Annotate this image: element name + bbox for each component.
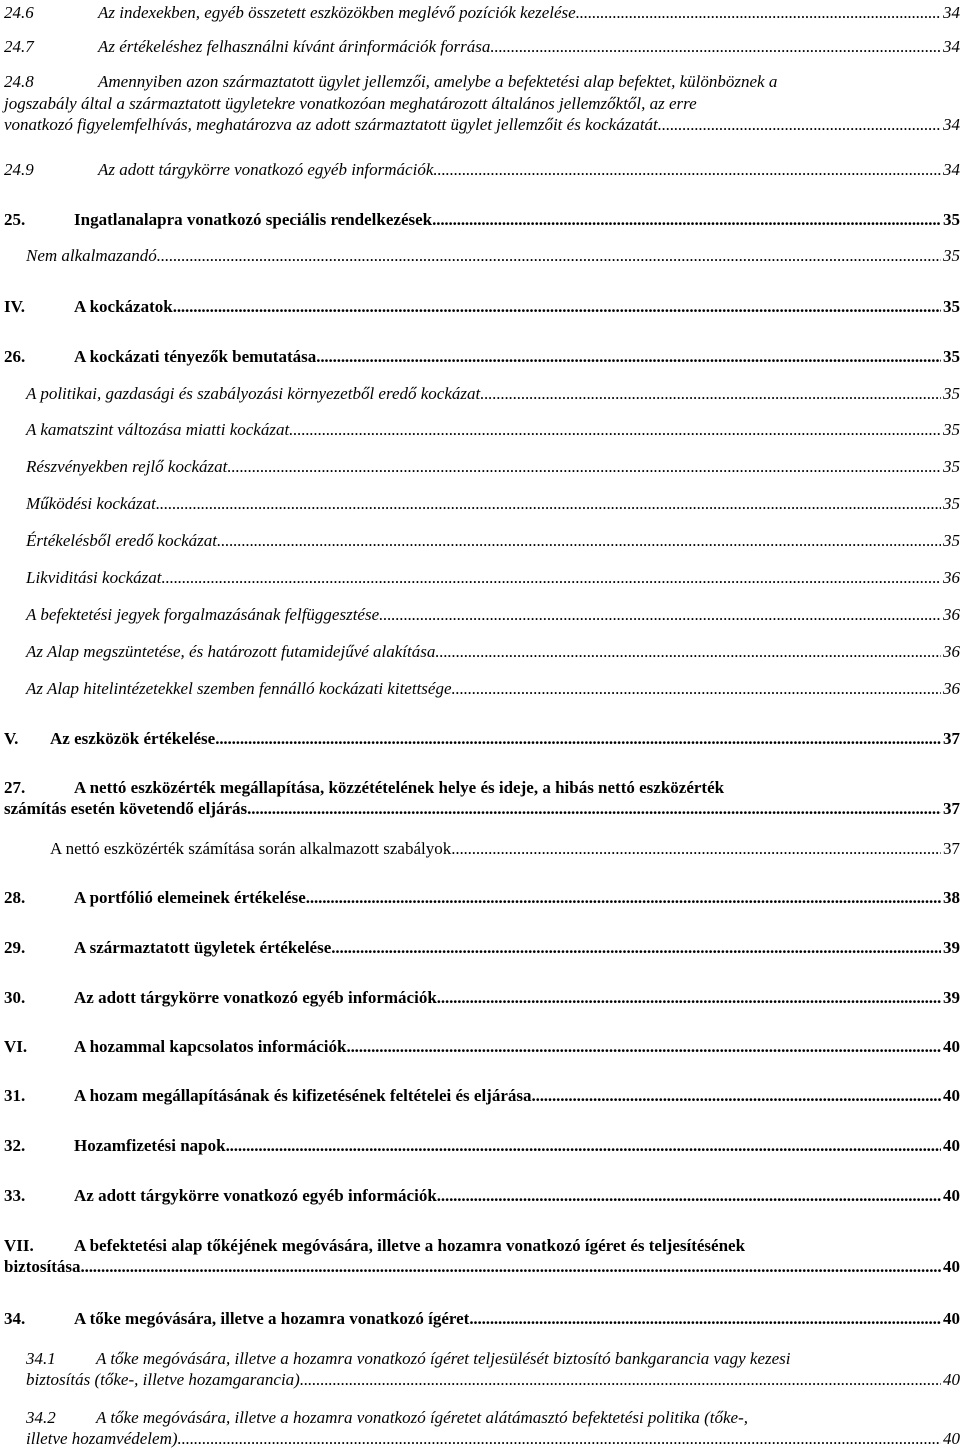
toc-entry-title-line: A nettó eszközérték megállapítása, közzétételének helye és ideje, a hibás nettó eszközérték [74, 778, 725, 797]
toc-entry-title: A politikai, gazdasági és szabályozási környezetből eredő kockázat [26, 384, 481, 403]
toc-entry[interactable] [0, 568, 960, 588]
leader-dots [346, 1037, 941, 1057]
toc-entry-page: 39 [943, 988, 960, 1007]
toc-entry[interactable] [0, 494, 960, 514]
toc-entry-page: 35 [943, 384, 960, 403]
leader-dots [217, 531, 941, 551]
leader-dots [452, 679, 942, 699]
toc-entry[interactable] [0, 420, 960, 440]
toc-entry-title: Az adott tárgykörre vonatkozó egyéb információk [74, 1186, 437, 1205]
toc-entry[interactable] [0, 938, 960, 958]
toc-entry-page: 34 [943, 160, 960, 179]
toc-entry-page: 40 [943, 1370, 960, 1389]
toc-entry-title: A kockázatok [74, 297, 173, 316]
toc-entry-title-line: illetve hozamvédelem) [26, 1429, 178, 1448]
toc-entry-title: Az indexekben, egyéb összetett eszközökben meglévő pozíciók kezelése [98, 3, 576, 22]
toc-entry-title-line: A befektetési alap tőkéjének megóvására, illetve a hozamra vonatkozó ígéret és teljesítésének [74, 1236, 746, 1255]
toc-entry-title: Hozamfizetési napok [74, 1136, 226, 1155]
leader-dots [469, 1309, 941, 1329]
leader-dots [435, 642, 941, 662]
leader-dots [451, 839, 941, 859]
toc-entry[interactable] [0, 1309, 960, 1329]
toc-entry-page: 35 [943, 457, 960, 476]
toc-entry-title: A származtatott ügyletek értékelése [74, 938, 332, 957]
toc-entry[interactable] [0, 3, 960, 23]
toc-entry-number: VII. [4, 1236, 34, 1255]
toc-entry-number: 24.9 [4, 160, 34, 179]
toc-entry-title-line: vonatkozó figyelemfelhívás, meghatározva az adott származtatott ügylet jellemzőit és kockázatát [4, 115, 658, 134]
leader-dots [490, 37, 941, 57]
toc-entry-title-line: A tőke megóvására, illetve a hozamra vonatkozó ígéretet alátámasztó befektetési politika (tőke-, [96, 1408, 748, 1427]
toc-entry-number: V. [4, 729, 19, 748]
leader-dots [81, 1257, 942, 1277]
toc-entry-page: 36 [943, 679, 960, 698]
toc-entry-title: A portfólió elemeinek értékelése [74, 888, 306, 907]
toc-entry[interactable] [0, 297, 960, 317]
toc-entry[interactable] [0, 384, 960, 404]
leader-dots [289, 420, 941, 440]
toc-entry[interactable] [0, 642, 960, 662]
toc-entry-number: 24.6 [4, 3, 34, 22]
toc-entry-page: 35 [943, 420, 960, 439]
toc-entry-page: 35 [943, 246, 960, 265]
toc-entry-title-line: jogszabály által a származtatott ügyletekre vonatkozóan meghatározott általános jellemzőktől, az erre [4, 94, 697, 113]
toc-entry-page: 40 [943, 1257, 960, 1276]
toc-entry-number: 31. [4, 1086, 26, 1105]
toc-entry-number: 30. [4, 988, 26, 1007]
toc-entry-page: 36 [943, 568, 960, 587]
toc-entry-page: 40 [943, 1429, 960, 1448]
toc-entry-number: IV. [4, 297, 25, 316]
toc-entry-page: 36 [943, 605, 960, 624]
toc-entry-number: 34.1 [26, 1349, 56, 1368]
toc-entry-title: Nem alkalmazandó [26, 246, 157, 265]
toc-entry[interactable] [0, 37, 960, 57]
toc-entry-page: 34 [943, 37, 960, 56]
toc-entry-title: Ingatlanalapra vonatkozó speciális rendelkezések [74, 210, 433, 229]
toc-entry[interactable] [0, 839, 960, 859]
leader-dots [658, 115, 941, 135]
toc-entry[interactable] [0, 71, 960, 135]
toc-entry-title: Értékelésből eredő kockázat [26, 531, 218, 550]
leader-dots [227, 457, 941, 477]
toc-entry-page: 35 [943, 297, 960, 316]
leader-dots [437, 988, 941, 1008]
leader-dots [576, 3, 941, 23]
toc-entry-number: VI. [4, 1037, 28, 1056]
toc-entry-title-line: biztosítása [4, 1257, 81, 1276]
toc-entry-page: 40 [943, 1136, 960, 1155]
toc-entry-page: 40 [943, 1037, 960, 1056]
toc-entry[interactable] [0, 1348, 960, 1390]
toc-entry-title: A kamatszint változása miatti kockázat [26, 420, 290, 439]
toc-entry[interactable] [0, 1086, 960, 1106]
leader-dots [316, 347, 941, 367]
toc-entry-page: 39 [943, 938, 960, 957]
leader-dots [480, 384, 941, 404]
toc-entry[interactable] [0, 605, 960, 625]
leader-dots [306, 888, 941, 908]
toc-entry[interactable] [0, 531, 960, 551]
leader-dots [156, 494, 941, 514]
leader-dots [379, 605, 941, 625]
toc-entry[interactable] [0, 729, 960, 749]
toc-entry-page: 37 [943, 839, 960, 858]
toc-entry-page: 35 [943, 210, 960, 229]
toc-entry[interactable] [0, 210, 960, 230]
toc-entry[interactable] [0, 1136, 960, 1156]
leader-dots [157, 246, 941, 266]
toc-entry[interactable] [0, 347, 960, 367]
toc-entry[interactable] [0, 246, 960, 266]
toc-entry[interactable] [0, 1407, 960, 1449]
toc-entry-page: 34 [943, 3, 960, 22]
toc-entry-number: 32. [4, 1136, 26, 1155]
toc-entry-title: Likviditási kockázat [26, 568, 162, 587]
leader-dots [173, 297, 941, 317]
toc-entry-title: Az eszközök értékelése [50, 729, 216, 748]
toc-entry[interactable] [0, 1235, 960, 1277]
toc-entry-title-line: biztosítás (tőke-, illetve hozamgarancia) [26, 1370, 300, 1389]
toc-entry-title: A tőke megóvására, illetve a hozamra vonatkozó ígéret [74, 1309, 470, 1328]
toc-entry-number: 28. [4, 888, 26, 907]
toc-entry-title-line: A tőke megóvására, illetve a hozamra vonatkozó ígéret teljesülését biztosító bankgarancia vagy kezesi [96, 1349, 791, 1368]
toc-entry-page: 40 [943, 1309, 960, 1328]
leader-dots [162, 568, 941, 588]
toc-entry-title: A nettó eszközérték számítása során alkalmazott szabályok [50, 839, 452, 858]
leader-dots [437, 1186, 941, 1206]
toc-entry-title: A befektetési jegyek forgalmazásának felfüggesztése [26, 605, 380, 624]
toc-entry-page: 35 [943, 494, 960, 513]
toc-entry-page: 37 [943, 799, 960, 818]
toc-entry[interactable] [0, 160, 960, 180]
toc-entry-title-line: Amennyiben azon származtatott ügylet jellemzői, amelybe a befektetési alap befektet, különböznek a [98, 72, 778, 91]
leader-dots [300, 1370, 941, 1390]
toc-entry-number: 29. [4, 938, 26, 957]
toc-entry-title: A hozammal kapcsolatos információk [74, 1037, 347, 1056]
leader-dots [532, 1086, 942, 1106]
toc-entry[interactable] [0, 777, 960, 819]
toc-entry-page: 34 [943, 115, 960, 134]
toc-entry-page: 40 [943, 1186, 960, 1205]
toc-entry-page: 40 [943, 1086, 960, 1105]
leader-dots [215, 729, 941, 749]
leader-dots [432, 210, 941, 230]
toc-entry[interactable] [0, 988, 960, 1008]
leader-dots [247, 799, 941, 819]
toc-entry-number: 34.2 [26, 1408, 56, 1427]
toc-entry-page: 36 [943, 642, 960, 661]
toc-entry-title: Részvényekben rejlő kockázat [26, 457, 228, 476]
leader-dots [226, 1136, 941, 1156]
toc-entry-number: 24.8 [4, 72, 34, 91]
toc-entry-title: A kockázati tényezők bemutatása [74, 347, 317, 366]
toc-entry-title: Az adott tárgykörre vonatkozó egyéb információk [74, 988, 437, 1007]
toc-entry[interactable] [0, 888, 960, 908]
toc-entry[interactable] [0, 679, 960, 699]
toc-entry-number: 26. [4, 347, 26, 366]
toc-entry-title: Az Alap hitelintézetekkel szemben fennálló kockázati kitettsége [26, 679, 452, 698]
toc-entry[interactable] [0, 457, 960, 477]
leader-dots [433, 160, 941, 180]
toc-entry-number: 25. [4, 210, 26, 229]
toc-entry-title-line: számítás esetén követendő eljárás [4, 799, 248, 818]
toc-entry-number: 24.7 [4, 37, 34, 56]
leader-dots [331, 938, 941, 958]
toc-entry-page: 35 [943, 347, 960, 366]
toc-entry-title: Az értékeléshez felhasználni kívánt árinformációk forrása [98, 37, 491, 56]
toc-entry-number: 33. [4, 1186, 26, 1205]
toc-entry-page: 38 [943, 888, 960, 907]
toc-entry-page: 37 [943, 729, 960, 748]
toc-entry-page: 35 [943, 531, 960, 550]
toc-entry-title: Működési kockázat [26, 494, 156, 513]
toc-entry-title: Az adott tárgykörre vonatkozó egyéb információk [98, 160, 434, 179]
toc-entry-title: A hozam megállapításának és kifizetésének feltételei és eljárása [74, 1086, 532, 1105]
toc-entry-title: Az Alap megszüntetése, és határozott futamidejűvé alakítása [26, 642, 436, 661]
toc-entry-number: 34. [4, 1309, 26, 1328]
toc-entry[interactable] [0, 1037, 960, 1057]
toc-entry[interactable] [0, 1186, 960, 1206]
leader-dots [178, 1429, 941, 1449]
toc-entry-number: 27. [4, 778, 26, 797]
